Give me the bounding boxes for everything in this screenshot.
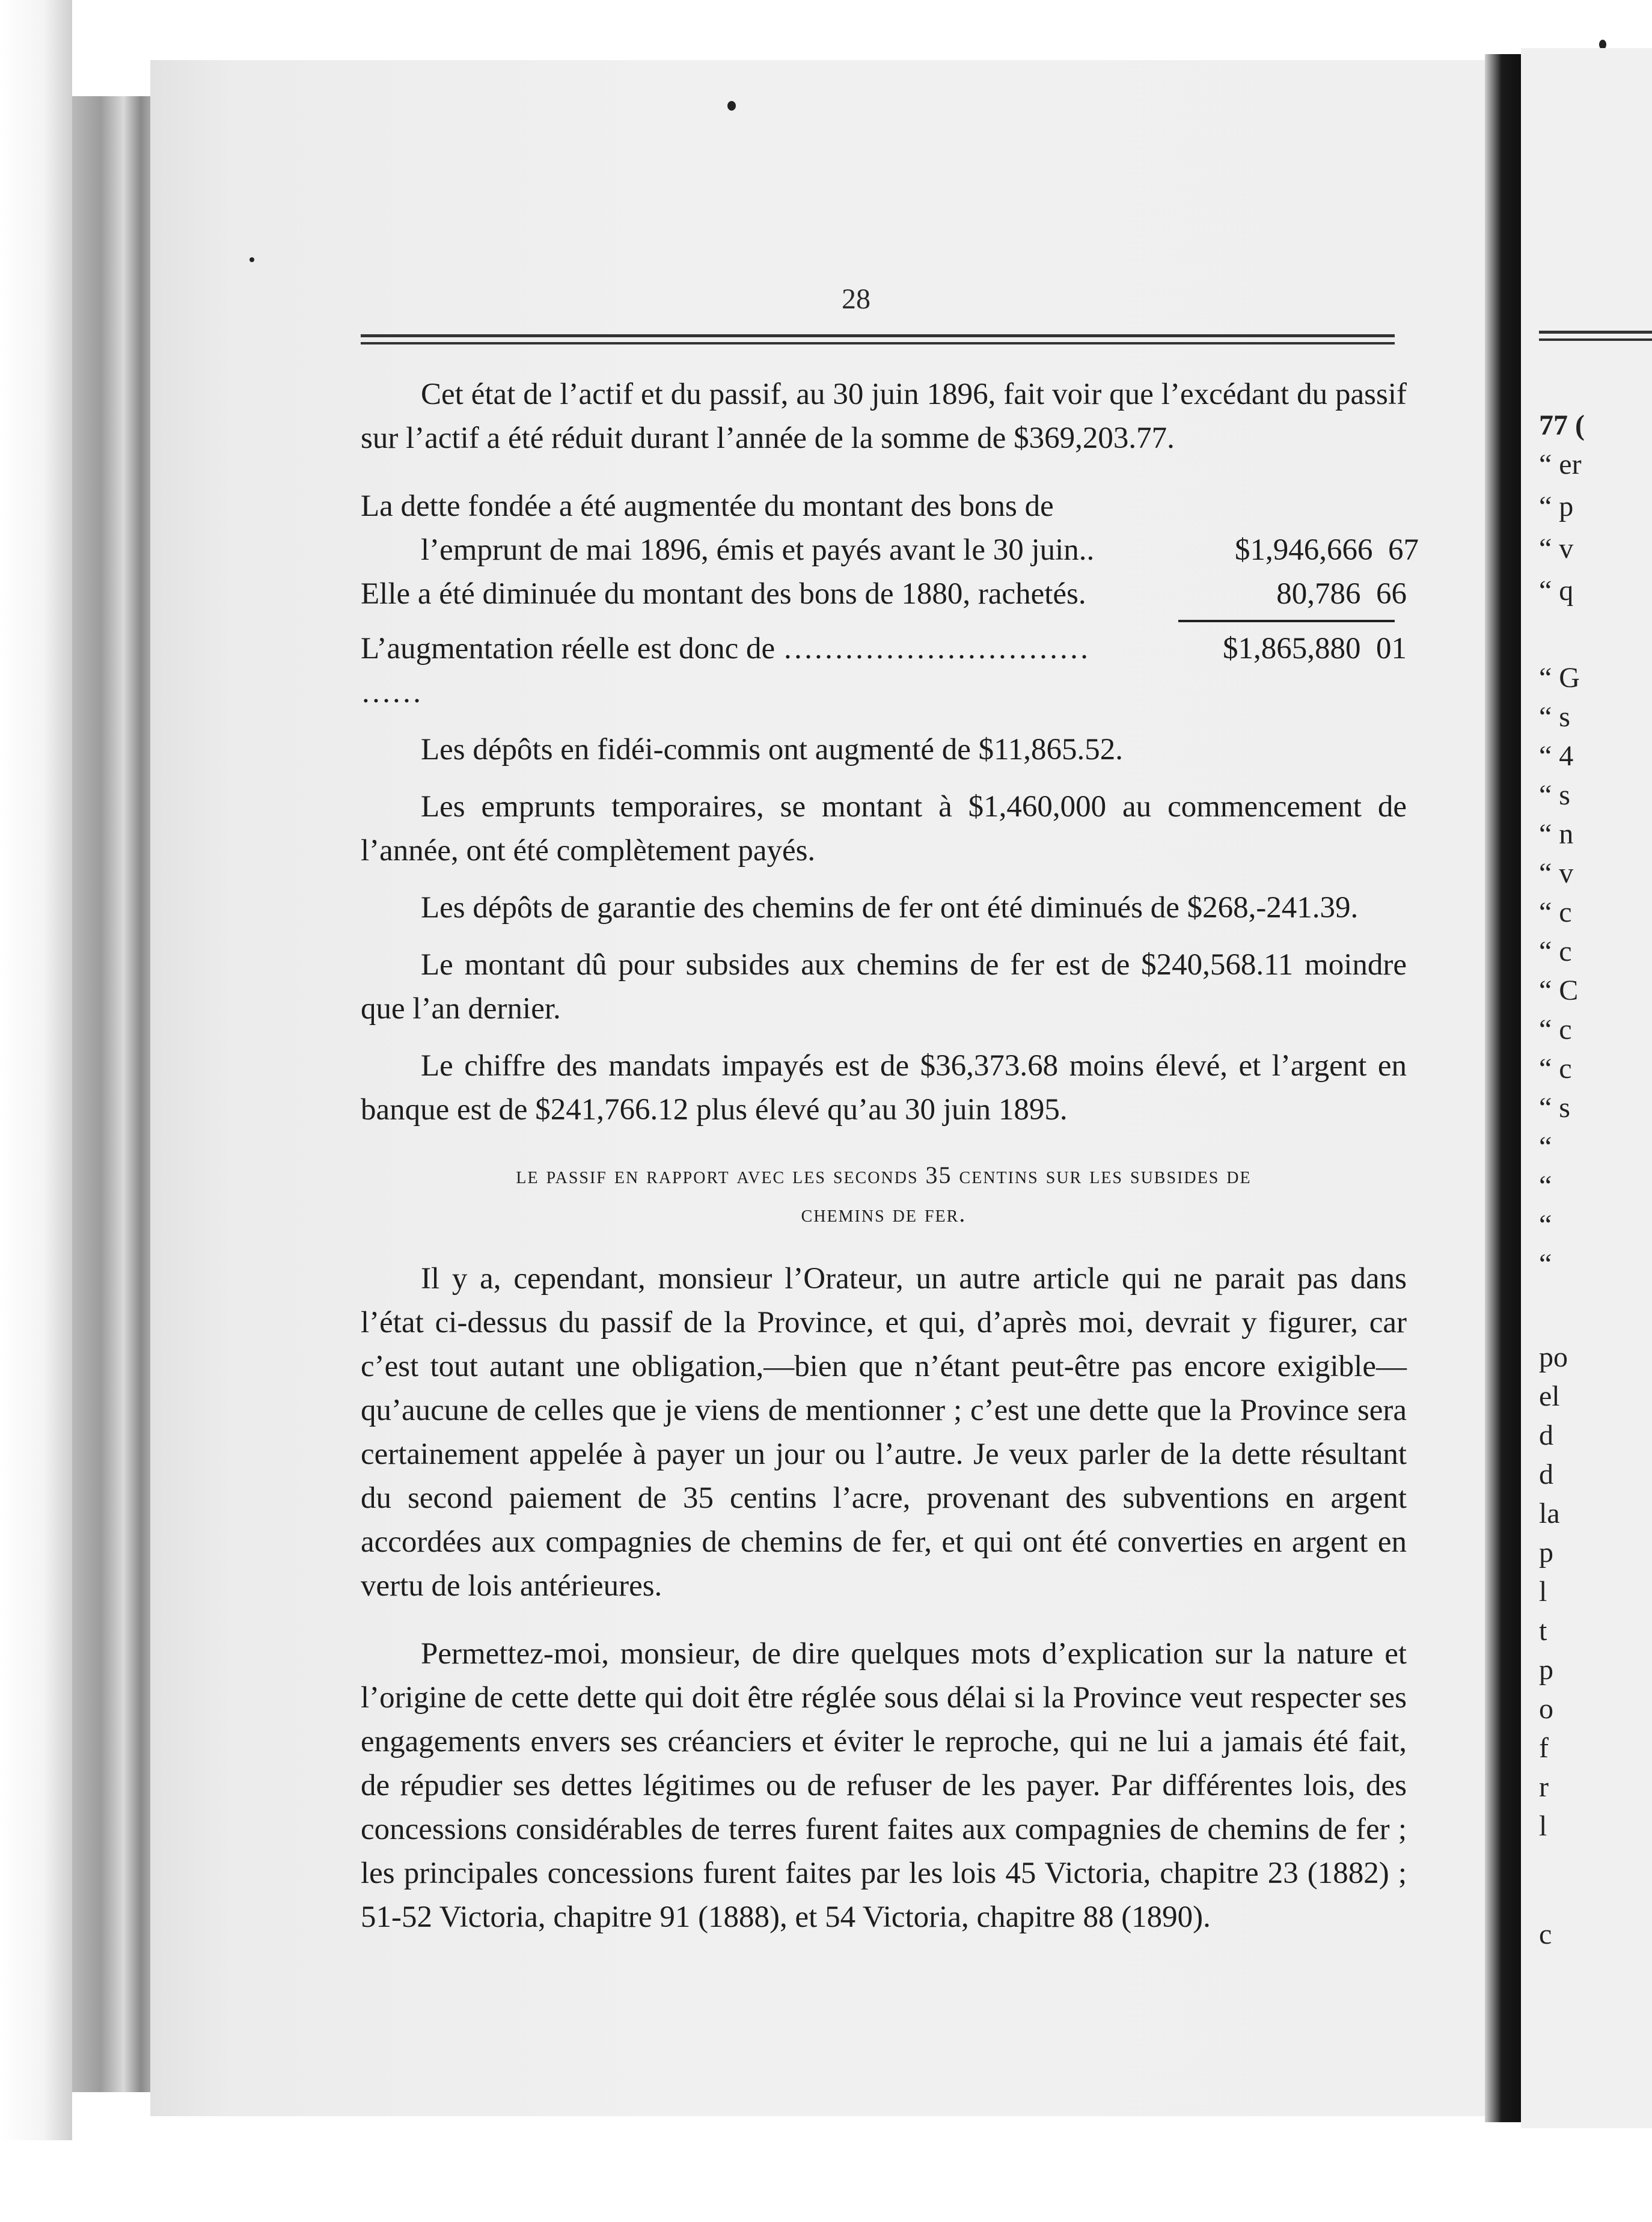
facing-page-text: l (1539, 1810, 1547, 1842)
facing-page-text: “ (1539, 1209, 1552, 1241)
paragraph: Les dépôts de garantie des chemins de fer ont été diminués de $268,-241.39. (421, 891, 1359, 925)
facing-page-text: “ (1539, 1170, 1552, 1202)
facing-page-text: “ s (1539, 701, 1570, 733)
ledger-line: Elle a été diminuée du montant des bons de 1880, rachetés. (361, 577, 1086, 611)
facing-page-text: d (1539, 1458, 1553, 1490)
film-margin-bottom (0, 2140, 1652, 2222)
page-number: 28 (842, 283, 870, 315)
facing-page-text: “ p (1539, 491, 1574, 522)
facing-page-text: d (1539, 1419, 1553, 1451)
page-body (361, 373, 1419, 1939)
facing-page-text: p (1539, 1537, 1553, 1569)
ink-speck (249, 257, 254, 262)
facing-page-text: el (1539, 1380, 1560, 1412)
facing-page-text: t (1539, 1615, 1547, 1647)
paragraph: Les dépôts en fidéi-commis ont augmenté de $11,865.52. (421, 733, 1124, 767)
ledger-total-amount: $1,865,880 01 (1223, 632, 1407, 666)
ledger-line: l’emprunt de mai 1896, émis et payés avant le 30 juin.. (421, 533, 1095, 567)
facing-page-text: “ c (1539, 935, 1572, 967)
ledger-amount: $1,946,666 67 (1235, 533, 1419, 567)
facing-page-text: l (1539, 1576, 1547, 1608)
header-double-rule (361, 334, 1395, 344)
facing-page-text: “ v (1539, 533, 1574, 565)
facing-page-text: “ n (1539, 818, 1574, 850)
paragraph: Le montant dû pour subsides aux chemins de fer est de $240,568.11 moindre que l’an dernier. (361, 948, 1407, 1026)
debt-ledger (361, 485, 1419, 715)
facing-page-text: “ (1539, 1131, 1552, 1163)
facing-page-text: p (1539, 1654, 1553, 1686)
facing-page-text: “ c (1539, 1014, 1572, 1045)
ledger-total-label: L’augmentation réelle est donc de ………………………… …… (361, 632, 1089, 709)
section-heading (361, 1156, 1407, 1233)
paragraph: Cet état de l’actif et du passif, au 30 juin 1896, fait voir que l’excédant du passif sur l’actif a été réduit durant l’année de la somme de $369,203.77. (361, 378, 1407, 455)
facing-page-text: “ s (1539, 779, 1570, 811)
facing-page-text: c (1539, 1918, 1552, 1950)
facing-page-text: “ 4 (1539, 740, 1574, 772)
facing-page-text: “ s (1539, 1092, 1570, 1124)
facing-page-text: f (1539, 1732, 1549, 1764)
facing-page-text: “ C (1539, 975, 1579, 1006)
facing-page-text: “ (1539, 1248, 1552, 1280)
facing-page-text: “ q (1539, 575, 1574, 607)
section-heading-line: chemins de fer. (801, 1200, 967, 1227)
paragraph: Le chiffre des mandats impayés est de $36,373.68 moins élevé, et l’argent en banque est de $241,766.12 plus élevé qu’au 30 juin 1895. (361, 1049, 1407, 1127)
section-heading-line: le passif en rapport avec les seconds 35 centins sur les subsides de (516, 1162, 1252, 1189)
paragraph: Les emprunts temporaires, se montant à $1,460,000 au commencement de l’année, ont été complètement payés. (361, 790, 1407, 868)
sum-rule (1178, 620, 1395, 622)
facing-page-text: po (1539, 1341, 1568, 1373)
facing-page (1521, 48, 1652, 2128)
facing-page-text: 77 ( (1539, 409, 1585, 441)
paragraph: Permettez-moi, monsieur, de dire quelques mots d’explication sur la nature et l’origine de cette dette qui doit être réglée sous délai si la Province veut respecter ses engagements envers ses créanciers et éviter le reproche, qui ne lui a jamais été fait, de répudier ses dettes légitimes ou de refuser de les payer. Par différentes lois, des concessions considérables de terres furent faites aux compagnies de chemins de fer ; les principales concessions furent faites par les lois 45 Victoria, chapitre 23 (1882) ; 51-52 Victoria, chapitre 91 (1888), et 54 Victoria, chapitre 88 (1890). (361, 1637, 1407, 1934)
facing-page-text: “ c (1539, 1053, 1572, 1085)
ink-speck (727, 101, 736, 111)
ledger-line: La dette fondée a été augmentée du montant des bons de (361, 489, 1054, 523)
facing-page-text: la (1539, 1498, 1560, 1529)
facing-page-text: “ er (1539, 448, 1582, 480)
film-margin-left (0, 0, 72, 2222)
facing-page-text: r (1539, 1771, 1549, 1803)
paragraph: Il y a, cependant, monsieur l’Orateur, un autre article qui ne parait pas dans l’état ci-dessus du passif de la Province, et qui, d’après moi, devrait y figurer, car c’est tout autant une obligation,—bien que n’étant peut-être pas encore exigible—qu’aucune de celles que je viens de mentionner ; c’est une dette que la Province sera certainement appelée à payer un jour ou l’autre. Je veux parler de la dette résultant du second paiement de 35 centins l’acre, provenant des subventions en argent accordées aux compagnies de chemins de fer, et qui ont été converties en argent en vertu de lois antérieures. (361, 1262, 1407, 1603)
facing-page-text: “ G (1539, 662, 1580, 694)
facing-page-text: “ v (1539, 857, 1574, 889)
ledger-amount: 80,786 66 (1276, 577, 1407, 611)
facing-page-text: o (1539, 1693, 1553, 1725)
facing-page-text: “ c (1539, 896, 1572, 928)
